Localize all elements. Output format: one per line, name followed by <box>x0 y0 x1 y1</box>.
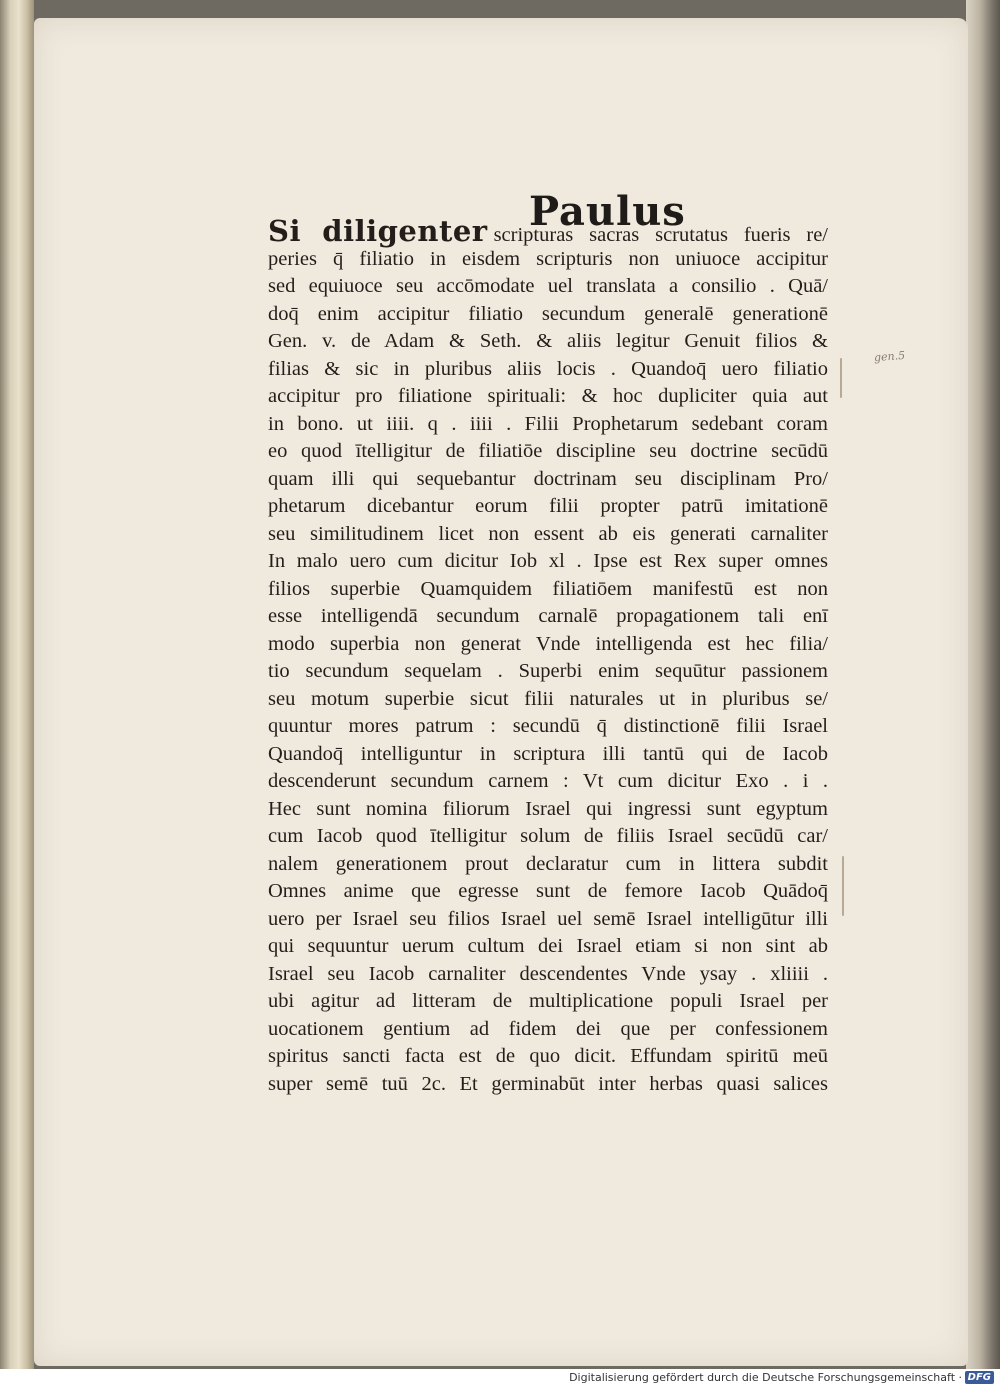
marginal-annotation: gen.5 <box>873 348 906 365</box>
text-line: cum Iacob quod ītelligitur solum de filiis Israel secūdū car/ <box>268 825 828 847</box>
text-line: Israel seu Iacob carnaliter descendentes Vnde ysay . xliiii . <box>268 962 828 985</box>
margin-mark <box>842 856 844 916</box>
text-line: quuntur mores patrum : secundū q̄ distinctionē filii Israel <box>268 715 828 737</box>
text-line: Omnes anime que egresse sunt de femore Iacob Quādoq̄ <box>268 880 828 902</box>
text-line: uero per Israel seu filios Israel uel semē Israel intelligūtur illi <box>268 907 828 930</box>
main-text-block <box>268 214 828 1098</box>
page-heading: Paulus <box>529 188 686 235</box>
text-line: tio secundum sequelam . Superbi enim sequūtur passionem <box>268 660 828 682</box>
book-binding-left <box>0 0 34 1369</box>
page-edge-right <box>966 0 1000 1369</box>
text-line: phetarum dicebantur eorum filii propter patrū imitationē <box>268 495 828 517</box>
text-line: descenderunt secundum carnem : Vt cum dicitur Exo . i . <box>268 770 828 792</box>
text-line: seu similitudinem licet non essent ab eis generati carnaliter <box>268 522 828 545</box>
text-line: seu motum superbie sicut filii naturales ut in pluribus se/ <box>268 687 828 710</box>
margin-mark <box>840 358 842 398</box>
text-line: doq̄ enim accipitur filiatio secundum generalē generationē <box>268 302 828 325</box>
opening-words: Si diligenter <box>268 214 488 248</box>
text-line: in bono. ut iiii. q . iiii . Filii Prophetarum sedebant coram <box>268 412 828 435</box>
funding-credit: Digitalisierung gefördert durch die Deutsche Forschungsgemeinschaft · <box>569 1371 962 1384</box>
text-line-first: Si diligenter scripturas sacras scrutatus fueris re/ <box>268 214 828 248</box>
text-line: quam illi qui sequebantur doctrinam seu disciplinam Pro/ <box>268 467 828 490</box>
text-line: Gen. v. de Adam & Seth. & aliis legitur Genuit filios & <box>268 330 828 352</box>
text-line: sed equiuoce seu accōmodate uel translata a consilio . Quā/ <box>268 275 828 297</box>
text-line: eo quod ītelligitur de filiatiōe discipline seu doctrine secūdū <box>268 440 828 462</box>
text-line: modo superbia non generat Vnde intelligenda est hec filia/ <box>268 632 828 655</box>
text-line: esse intelligendā secundum carnalē propagationem tali enī <box>268 605 828 627</box>
text-line: filias & sic in pluribus aliis locis . Quandoq̄ uero filiatio <box>268 357 828 380</box>
text-line: Hec sunt nomina filiorum Israel qui ingressi sunt egyptum <box>268 797 828 820</box>
dfg-logo: DFG <box>965 1371 994 1384</box>
text-line: Quandoq̄ intelliguntur in scriptura illi tantū qui de Iacob <box>268 742 828 765</box>
text-line: spiritus sancti facta est de quo dicit. Effundam spiritū meū <box>268 1045 828 1067</box>
text-line: peries q̄ filiatio in eisdem scripturis non uniuoce accipitur <box>268 247 828 270</box>
text-line: accipitur pro filiatione spirituali: & hoc dupliciter quia aut <box>268 385 828 407</box>
text-line: filios superbie Quamquidem filiatiōem manifestū est non <box>268 577 828 600</box>
text-line: ubi agitur ad litteram de multiplicatione populi Israel per <box>268 990 828 1012</box>
text-line: qui sequuntur uerum cultum dei Israel etiam si non sint ab <box>268 935 828 957</box>
digitization-footer <box>0 1369 1000 1389</box>
text-line: nalem generationem prout declaratur cum in littera subdit <box>268 852 828 875</box>
text-line: uocationem gentium ad fidem dei que per confessionem <box>268 1017 828 1040</box>
text-line-last: super semē tuū 2c. Et germinabūt inter herbas quasi salices <box>268 1072 828 1095</box>
text-line: In malo uero cum dicitur Iob xl . Ipse est Rex super omnes <box>268 550 828 572</box>
